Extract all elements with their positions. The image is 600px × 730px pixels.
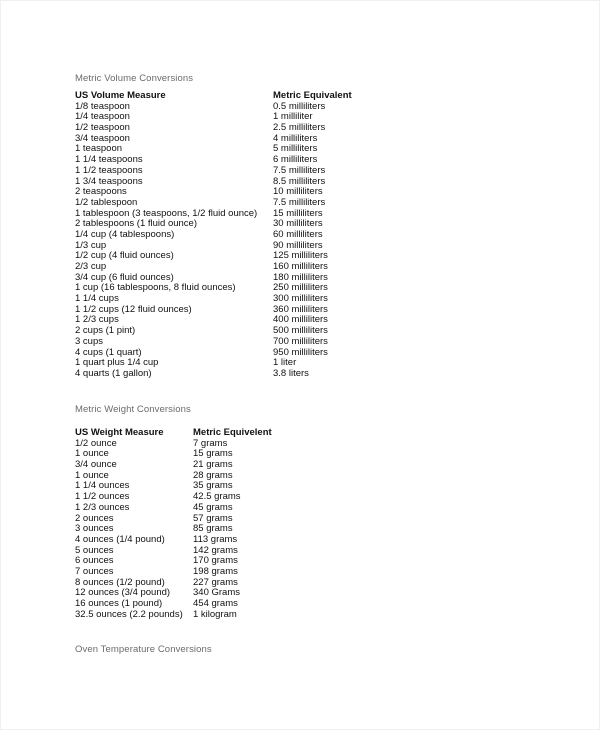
us-measure-cell: 7 ounces	[75, 565, 114, 577]
metric-equivalent-cell: 35 grams	[193, 480, 233, 492]
metric-equivalent-cell: 950 milliliters	[273, 346, 328, 358]
us-measure-cell: 3/4 teaspoon	[75, 132, 130, 144]
metric-equivalent-cell: 170 grams	[193, 555, 238, 567]
us-measure-cell: 1 3/4 teaspoons	[75, 175, 143, 187]
metric-equivalent-cell: 10 milliliters	[273, 186, 323, 198]
us-measure-cell: 1/8 teaspoon	[75, 100, 130, 112]
metric-equivalent-cell: 400 milliliters	[273, 314, 328, 326]
metric-equivalent-cell: 0.5 milliliters	[273, 100, 326, 112]
metric-equivalent-cell: 180 milliliters	[273, 271, 328, 283]
metric-equivalent-cell: 340 Grams	[193, 587, 240, 599]
metric-equivalent-cell: 57 grams	[193, 512, 233, 524]
us-measure-cell: 16 ounces (1 pound)	[75, 598, 163, 609]
metric-equivalent-cell: 2.5 milliliters	[273, 122, 326, 134]
table-row	[75, 166, 352, 177]
metric-equivalent-cell: 15 grams	[193, 448, 233, 460]
us-measure-cell: 3/4 ounce	[75, 459, 117, 471]
metric-equivalent-cell: 6 milliliters	[273, 154, 318, 166]
column-header-us-weight: US Weight Measure	[75, 427, 164, 438]
metric-equivalent-cell: 113 grams	[193, 533, 238, 545]
metric-equivalent-cell: 42.5 grams	[193, 491, 241, 503]
us-measure-cell: 8 ounces (1/2 pound)	[75, 576, 165, 588]
us-measure-cell: 1/2 cup (4 fluid ounces)	[75, 250, 174, 262]
us-measure-cell: 1 1/4 ounces	[75, 480, 130, 492]
us-measure-cell: 4 quarts (1 gallon)	[75, 367, 152, 379]
metric-equivalent-cell: 360 milliliters	[273, 303, 328, 315]
us-measure-cell: 3 ounces	[75, 523, 114, 535]
us-measure-cell: 1/2 teaspoon	[75, 122, 130, 134]
metric-equivalent-cell: 7.5 milliliters	[273, 196, 326, 208]
us-measure-cell: 1/4 cup (4 tablespoons)	[75, 228, 175, 240]
table-row	[75, 198, 352, 209]
us-measure-cell: 1/3 cup	[75, 239, 107, 251]
metric-equivalent-cell: 198 grams	[193, 565, 238, 577]
volume-section-title: Metric Volume Conversions	[75, 73, 194, 84]
metric-equivalent-cell: 1 milliliter	[273, 111, 313, 123]
us-measure-cell: 1/2 ounce	[75, 437, 117, 449]
metric-equivalent-cell: 85 grams	[193, 523, 233, 535]
weight-section-title: Metric Weight Conversions	[75, 404, 191, 415]
us-measure-cell: 1 1/2 ounces	[75, 491, 130, 503]
metric-equivalent-cell: 160 milliliters	[273, 261, 328, 272]
table-row	[75, 610, 272, 621]
us-measure-cell: 1/2 tablespoon	[75, 196, 138, 208]
metric-equivalent-cell: 21 grams	[193, 459, 233, 471]
metric-equivalent-cell: 7 grams	[193, 437, 228, 449]
metric-equivalent-cell: 227 grams	[193, 576, 238, 588]
us-measure-cell: 2 ounces	[75, 512, 114, 524]
us-measure-cell: 1 cup (16 tablespoons, 8 fluid ounces)	[75, 282, 236, 294]
column-header-us-volume: US Volume Measure	[75, 90, 166, 101]
table-row	[75, 369, 352, 380]
metric-equivalent-cell: 700 milliliters	[273, 335, 328, 347]
metric-equivalent-cell: 60 milliliters	[273, 228, 323, 240]
us-measure-cell: 1 1/4 teaspoons	[75, 154, 143, 166]
metric-equivalent-cell: 7.5 milliliters	[273, 164, 326, 176]
us-measure-cell: 32.5 ounces (2.2 pounds)	[75, 608, 183, 620]
metric-equivalent-cell: 300 milliliters	[273, 293, 328, 305]
metric-equivalent-cell: 250 milliliters	[273, 282, 328, 294]
metric-equivalent-cell: 8.5 milliliters	[273, 175, 326, 187]
column-header-metric-equivelent: Metric Equivelent	[193, 427, 272, 438]
metric-equivalent-cell: 500 milliliters	[273, 325, 328, 337]
us-measure-cell: 3 cups	[75, 335, 103, 347]
us-measure-cell: 1/4 teaspoon	[75, 111, 130, 123]
us-measure-cell: 3/4 cup (6 fluid ounces)	[75, 271, 174, 283]
oven-section-title: Oven Temperature Conversions	[75, 644, 212, 655]
metric-equivalent-cell: 4 milliliters	[273, 132, 318, 144]
us-measure-cell: 1 ounce	[75, 469, 109, 481]
us-measure-cell: 1 quart plus 1/4 cup	[75, 357, 159, 369]
us-measure-cell: 1 2/3 cups	[75, 314, 119, 326]
metric-equivalent-cell: 5 milliliters	[273, 143, 318, 155]
metric-equivalent-cell: 1 liter	[273, 357, 297, 369]
us-measure-cell: 1 1/2 teaspoons	[75, 164, 143, 176]
us-measure-cell: 1 2/3 ounces	[75, 501, 130, 513]
column-header-metric-equivalent: Metric Equivalent	[273, 90, 352, 101]
us-measure-cell: 1 tablespoon (3 teaspoons, 1/2 fluid ounce)	[75, 207, 258, 219]
us-measure-cell: 1 ounce	[75, 448, 109, 460]
us-measure-cell: 12 ounces (3/4 pound)	[75, 587, 171, 599]
us-measure-cell: 4 cups (1 quart)	[75, 346, 142, 358]
metric-equivalent-cell: 15 milliliters	[273, 207, 323, 219]
us-measure-cell: 2 tablespoons (1 fluid ounce)	[75, 218, 197, 230]
metric-equivalent-cell: 30 milliliters	[273, 218, 323, 230]
table-row	[75, 503, 272, 514]
us-measure-cell: 1 teaspoon	[75, 143, 123, 155]
us-measure-cell: 2 cups (1 pint)	[75, 325, 136, 337]
us-measure-cell: 2 teaspoons	[75, 186, 127, 198]
weight-conversion-table	[75, 428, 272, 620]
metric-equivalent-cell: 45 grams	[193, 501, 233, 513]
us-measure-cell: 5 ounces	[75, 544, 114, 556]
metric-equivalent-cell: 454 grams	[193, 598, 238, 609]
us-measure-cell: 2/3 cup	[75, 261, 107, 272]
metric-equivalent-cell: 90 milliliters	[273, 239, 323, 251]
us-measure-cell: 6 ounces	[75, 555, 114, 567]
volume-conversion-table	[75, 91, 352, 380]
metric-equivalent-cell: 142 grams	[193, 544, 238, 556]
metric-equivalent-cell: 125 milliliters	[273, 250, 328, 262]
table-row	[75, 535, 272, 546]
us-measure-cell: 4 ounces (1/4 pound)	[75, 533, 165, 545]
metric-equivalent-cell: 28 grams	[193, 469, 233, 481]
us-measure-cell: 1 1/2 cups (12 fluid ounces)	[75, 303, 192, 315]
table-row	[75, 337, 352, 348]
us-measure-cell: 1 1/4 cups	[75, 293, 119, 305]
metric-equivalent-cell: 1 kilogram	[193, 608, 237, 620]
metric-equivalent-cell: 3.8 liters	[273, 367, 309, 379]
